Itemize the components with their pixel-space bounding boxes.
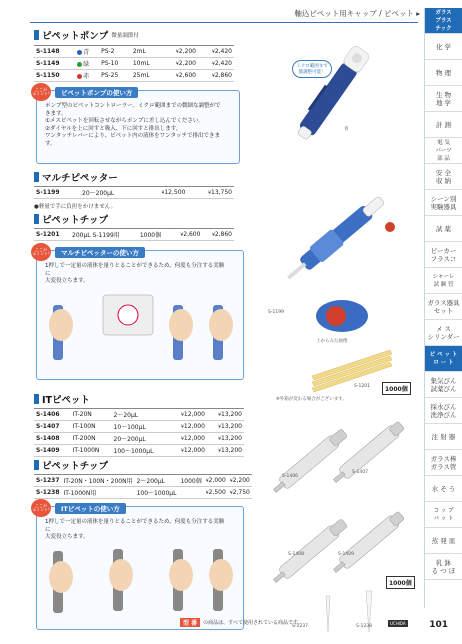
section-title: ピペットポンプ 微量調節付 — [34, 28, 234, 42]
product-code: S-1238 — [34, 487, 62, 499]
product-code: S-1237 — [34, 475, 62, 487]
product-code: S-1199 — [34, 187, 80, 199]
howto-text — [45, 519, 225, 542]
page-header: 軸込ピペット用キャップ / ピペット ▸ — [294, 9, 420, 18]
section-title: ピペットチップ — [34, 212, 234, 226]
footer-note: 型 番 の商品は、すべて使用されている商品です。 — [180, 618, 303, 627]
range: 100〜1000μL — [112, 445, 170, 457]
sidebar-item[interactable]: 物 理 — [425, 60, 462, 86]
color-dot-icon — [77, 50, 82, 55]
section-title: ITピペット — [34, 392, 244, 406]
yen-icon: ¥ — [181, 413, 184, 418]
price: ¥2,200 — [162, 46, 198, 58]
yen-icon: ¥ — [211, 233, 215, 238]
sidebar-item[interactable]: 生 物 地 学 — [425, 86, 462, 112]
it-caption-1407: S-1407 — [352, 470, 368, 475]
point-badge-icon: ここが ポイント! — [31, 499, 51, 517]
table-row — [34, 487, 252, 499]
box-note: ※外箱が変わる場合がございます。 — [276, 397, 347, 402]
table-row — [34, 445, 244, 457]
price-tax: ¥13,200 — [207, 433, 244, 445]
sidebar-item[interactable]: 注 射 器 — [425, 424, 462, 450]
point-badge-icon: ここが ポイント! — [31, 83, 51, 101]
color-caption: 青 — [344, 127, 349, 132]
qty-box: 1000個 — [386, 576, 415, 589]
model: PS-2 — [99, 46, 131, 58]
pipette-chip1-section — [34, 212, 234, 241]
yen-icon: ¥ — [211, 50, 215, 55]
header-divider — [30, 22, 418, 23]
sidebar-item[interactable]: 電 気 パーツ 部 品 — [425, 138, 462, 164]
table-row — [34, 46, 234, 58]
title-bar-icon — [34, 30, 39, 40]
sidebar-item[interactable]: 水 そ う — [425, 476, 462, 502]
product-code: S-1406 — [34, 409, 71, 421]
howto-title: ITピペットの使い方 — [55, 503, 126, 514]
sidebar-item[interactable]: シャーレ 試 験 管 — [425, 268, 462, 294]
howto-title: ピペットポンプの使い方 — [55, 87, 138, 98]
yen-icon: ¥ — [181, 437, 184, 442]
chip-caption-1237: S-1237 — [292, 624, 308, 629]
howto-text — [45, 103, 225, 148]
sidebar-item[interactable]: 安 全 収 納 — [425, 164, 462, 190]
price: ¥2,200 — [162, 58, 198, 70]
chip1-caption: S-1201 — [354, 384, 370, 389]
price-tax: ¥2,200 — [228, 475, 252, 487]
color: 青 — [75, 46, 99, 58]
yen-icon: ¥ — [181, 449, 184, 454]
price-tax: ¥13,750 — [187, 187, 234, 199]
price: ¥12,500 — [141, 187, 188, 199]
point-badge-icon: ここが ポイント! — [31, 243, 51, 261]
it-howto-box — [32, 502, 244, 630]
qty-box: 1000個 — [382, 382, 411, 395]
it-pipette-section — [34, 392, 244, 457]
yen-icon: ¥ — [175, 62, 179, 67]
yen-icon: ¥ — [218, 413, 221, 418]
price: ¥2,000 — [204, 475, 228, 487]
table-row — [34, 58, 234, 70]
product-code: S-1408 — [34, 433, 71, 445]
sidebar-item[interactable]: ビーカー フラスコ — [425, 242, 462, 268]
it-caption-1408: S-1408 — [288, 552, 304, 557]
model: IT-100N — [71, 421, 112, 433]
it-caption-1409: S-1409 — [338, 552, 354, 557]
table-row — [34, 475, 252, 487]
yen-icon: ¥ — [175, 50, 179, 55]
yen-icon: ¥ — [175, 74, 179, 79]
top-view-caption: 上からみた画像 — [316, 339, 348, 344]
multi-pipetter-image — [272, 173, 412, 293]
model: IT-20N — [71, 409, 112, 421]
howto-line: 1押しで一定量の液体を量りとることができるため、何度も分注する実験に — [45, 519, 225, 533]
yen-icon: ¥ — [161, 191, 165, 196]
multi-table — [34, 186, 234, 199]
howto-line: ポンプ型のピペットコントローラー。ミクロ範囲までの微細な調整ができます。 — [45, 103, 221, 117]
howto-line: ②ダイヤルを上に回すと吸入、下に回すと排出します。 — [45, 125, 182, 132]
price: ¥12,000 — [170, 445, 207, 457]
multi-note: ●軽量で手に負担をかけません。 — [34, 204, 117, 210]
color-dot-icon — [77, 62, 82, 67]
micro-badge: ミクロ範囲まで微調整可能！ — [292, 60, 332, 78]
quantity — [178, 487, 203, 499]
model: PS-25 — [99, 70, 131, 82]
quantity: 1000個 — [178, 475, 203, 487]
multi-howto-box — [32, 246, 244, 380]
product-code: S-1409 — [34, 445, 71, 457]
price-tax: ¥2,750 — [228, 487, 252, 499]
pump-table — [34, 45, 234, 82]
yen-icon: ¥ — [218, 449, 221, 454]
price: ¥12,000 — [170, 421, 207, 433]
price: ¥2,600 — [171, 229, 203, 241]
product-code: S-1407 — [34, 421, 71, 433]
yen-icon: ¥ — [208, 191, 211, 196]
model: IT-1000N — [71, 445, 112, 457]
color: 赤 — [75, 70, 99, 82]
model: PS-10 — [99, 58, 131, 70]
pipette-chip2-section — [34, 458, 250, 499]
sidebar-item[interactable]: 採水びん 洗浄びん — [425, 398, 462, 424]
color-dot-icon — [77, 74, 82, 79]
sidebar-item[interactable]: メ ス シリンダー — [425, 320, 462, 346]
top-view-image — [314, 296, 370, 336]
sidebar-item[interactable]: 計 測 — [425, 112, 462, 138]
pipette-pump-section — [34, 28, 234, 82]
section-title: ピペットチップ — [34, 458, 244, 472]
price-tax: ¥13,200 — [207, 409, 244, 421]
table-row — [34, 409, 244, 421]
volume: 2mL — [131, 46, 162, 58]
sidebar-item[interactable]: 蒸 発 皿 — [425, 528, 462, 554]
yen-icon: ¥ — [181, 425, 184, 430]
yen-icon: ¥ — [211, 74, 215, 79]
price: ¥12,000 — [170, 433, 207, 445]
yen-icon: ¥ — [218, 425, 221, 430]
category-sidebar — [424, 8, 462, 608]
price: ¥2,500 — [204, 487, 228, 499]
model: IT-20N・100N・200N用 — [62, 475, 135, 487]
title-bar-icon — [34, 172, 39, 182]
range: 20〜200μL — [112, 433, 170, 445]
price-tax: ¥2,860 — [202, 229, 234, 241]
title-bar-icon — [34, 460, 39, 470]
sidebar-item[interactable]: 試 薬 — [425, 216, 462, 242]
howto-line: 大変役立ちます。 — [45, 278, 89, 284]
product-code: S-1148 — [34, 46, 75, 58]
title-bar-icon — [34, 214, 39, 224]
product-code: S-1201 — [34, 229, 70, 241]
howto-line: ①メスピペットを回転させながらポンプに差し込んでください。 — [45, 118, 204, 124]
yen-icon: ¥ — [205, 479, 209, 484]
sidebar-item[interactable]: 化 学 — [425, 34, 462, 60]
hand-illustration — [43, 541, 239, 625]
sidebar-item[interactable]: コ ッ プ バ ッ ト — [425, 502, 462, 528]
volume: 10mL — [131, 58, 162, 70]
hand-illustration — [43, 285, 239, 375]
multi-caption: S-1199 — [268, 310, 284, 315]
range: 2〜200μL — [135, 475, 179, 487]
sidebar-item[interactable]: 乳 鉢 る つ ぼ — [425, 554, 462, 580]
howto-title: マルチピペッターの使い方 — [55, 247, 145, 258]
yen-icon: ¥ — [218, 437, 221, 442]
howto-line: ワンタッチレバーにより、ピペット内の液体をワンタッチで排出できます。 — [45, 133, 220, 147]
table-row — [34, 421, 244, 433]
it-pipettes-image — [266, 396, 416, 636]
sidebar-item[interactable]: ピ ペ ッ ト ロ ー ト — [425, 346, 462, 372]
price: ¥12,000 — [170, 409, 207, 421]
howto-text — [45, 263, 225, 286]
product-code: S-1150 — [34, 70, 75, 82]
price: ¥2,600 — [162, 70, 198, 82]
color: 緑 — [75, 58, 99, 70]
yen-icon: ¥ — [205, 491, 209, 496]
sidebar-item[interactable]: ガラス器具 セット — [425, 294, 462, 320]
quantity: 1000個 — [138, 229, 171, 241]
model: IT-200N — [71, 433, 112, 445]
table-row — [34, 433, 244, 445]
chip2-table — [34, 474, 252, 499]
brand-logo: UCHIDA — [390, 621, 406, 626]
table-row — [34, 187, 234, 199]
sidebar-item[interactable]: 集気びん 試薬びん — [425, 372, 462, 398]
pipette-pump-image — [274, 36, 394, 146]
yen-icon: ¥ — [229, 479, 233, 484]
table-row — [34, 70, 234, 82]
range: 2〜20μL — [112, 409, 170, 421]
price-tax: ¥13,200 — [207, 445, 244, 457]
model-tag: 型 番 — [180, 618, 200, 627]
price-tax: ¥2,420 — [198, 46, 234, 58]
sidebar-item[interactable]: シーン別 実験器具 — [425, 190, 462, 216]
product-code: S-1149 — [34, 58, 75, 70]
yen-icon: ¥ — [229, 491, 233, 496]
price-tax: ¥2,420 — [198, 58, 234, 70]
yen-icon: ¥ — [211, 62, 215, 67]
price-tax: ¥13,200 — [207, 421, 244, 433]
sidebar-item[interactable]: ガラス棒 ガラス管 — [425, 450, 462, 476]
section-title: マルチピペッター — [34, 170, 234, 184]
it-table — [34, 408, 244, 457]
yen-icon: ¥ — [180, 233, 184, 238]
spec: 200μL S-1199用 — [70, 229, 138, 241]
range: 20〜200μL — [80, 187, 141, 199]
it-caption-1406: S-1406 — [282, 474, 298, 479]
multi-pipetter-section — [34, 170, 234, 210]
chip-caption-1238: S-1238 — [356, 624, 372, 629]
range: 100〜1000μL — [135, 487, 179, 499]
chip1-table — [34, 228, 234, 241]
howto-line: 1押しで一定量の液体を量りとることができるため、何度も分注する実験に — [45, 263, 225, 277]
price-tax: ¥2,860 — [198, 70, 234, 82]
sidebar-item[interactable]: ガラス プラス チック — [425, 8, 462, 34]
title-bar-icon — [34, 394, 39, 404]
model: IT-1000N用 — [62, 487, 135, 499]
volume: 25mL — [131, 70, 162, 82]
range: 10〜100μL — [112, 421, 170, 433]
howto-line: 大変役立ちます。 — [45, 534, 89, 540]
pump-howto-box — [32, 86, 240, 164]
page-number: 101 — [429, 620, 448, 630]
table-row — [34, 229, 234, 241]
